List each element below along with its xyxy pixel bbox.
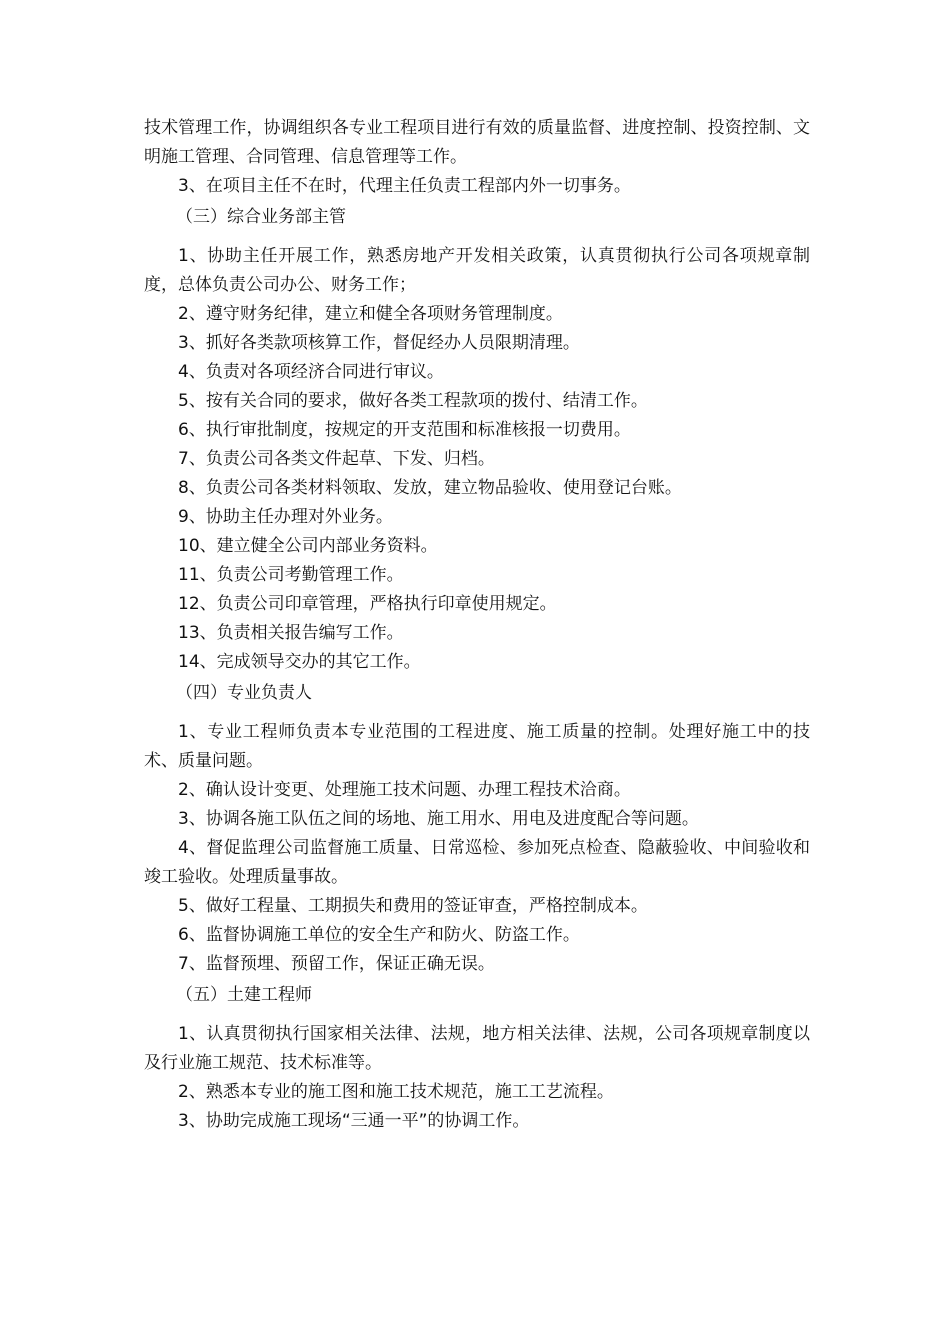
paragraph: 3、协调各施工队伍之间的场地、施工用水、用电及进度配合等问题。 — [178, 809, 699, 829]
paragraph: 13、负责相关报告编写工作。 — [178, 623, 404, 643]
paragraph: 5、做好工程量、工期损失和费用的签证审查，严格控制成本。 — [178, 896, 648, 916]
paragraph: 12、负责公司印章管理，严格执行印章使用规定。 — [178, 594, 557, 614]
document-body — [144, 114, 810, 1136]
paragraph: 7、监督预埋、预留工作，保证正确无误。 — [178, 954, 495, 974]
paragraph: 8、负责公司各类材料领取、发放，建立物品验收、使用登记台账。 — [178, 478, 682, 498]
paragraph: 7、负责公司各类文件起草、下发、归档。 — [178, 449, 495, 469]
paragraph: 3、在项目主任不在时，代理主任负责工程部内外一切事务。 — [178, 176, 631, 196]
paragraph: 1、协助主任开展工作，熟悉房地产开发相关政策，认真贯彻执行公司各项规章制度，总体负责公司办公、财务工作； — [144, 246, 810, 295]
paragraph: 6、执行审批制度，按规定的开支范围和标准核报一切费用。 — [178, 420, 631, 440]
paragraph: 1、认真贯彻执行国家相关法律、法规，地方相关法律、法规，公司各项规章制度以及行业施工规范、技术标准等。 — [144, 1024, 810, 1073]
paragraph: 4、负责对各项经济合同进行审议。 — [178, 362, 444, 382]
paragraph: 6、监督协调施工单位的安全生产和防火、防盗工作。 — [178, 925, 580, 945]
paragraph: 2、熟悉本专业的施工图和施工技术规范，施工工艺流程。 — [178, 1082, 614, 1102]
paragraph: 11、负责公司考勤管理工作。 — [178, 565, 404, 585]
paragraph: 5、按有关合同的要求，做好各类工程款项的拨付、结清工作。 — [178, 391, 648, 411]
paragraph: 2、确认设计变更、处理施工技术问题、办理工程技术洽商。 — [178, 780, 631, 800]
paragraph: 2、遵守财务纪律，建立和健全各项财务管理制度。 — [178, 304, 563, 324]
section-heading: （三）综合业务部主管 — [176, 207, 346, 227]
paragraph: 3、协助完成施工现场“三通一平”的协调工作。 — [178, 1111, 530, 1131]
paragraph: 14、完成领导交办的其它工作。 — [178, 652, 421, 672]
paragraph: 1、专业工程师负责本专业范围的工程进度、施工质量的控制。处理好施工中的技术、质量问题。 — [144, 722, 810, 771]
paragraph: 技术管理工作，协调组织各专业工程项目进行有效的质量监督、进度控制、投资控制、文明施工管理、合同管理、信息管理等工作。 — [144, 118, 810, 167]
paragraph: 4、督促监理公司监督施工质量、日常巡检、参加死点检查、隐蔽验收、中间验收和竣工验收。处理质量事故。 — [144, 838, 810, 887]
paragraph: 10、建立健全公司内部业务资料。 — [178, 536, 438, 556]
paragraph: 9、协助主任办理对外业务。 — [178, 507, 393, 527]
section-heading: （五）土建工程师 — [176, 985, 312, 1005]
paragraph: 3、抓好各类款项核算工作，督促经办人员限期清理。 — [178, 333, 580, 353]
section-heading: （四）专业负责人 — [176, 683, 312, 703]
